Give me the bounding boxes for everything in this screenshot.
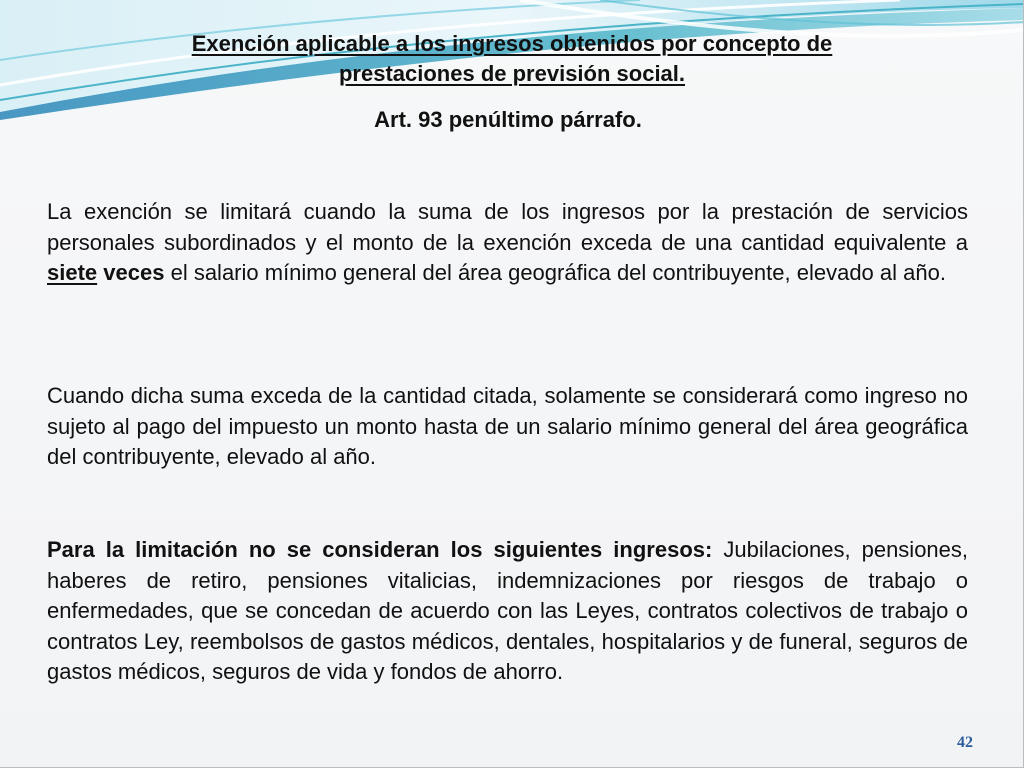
- paragraph-excess-rule: Cuando dicha suma exceda de la cantidad citada, solamente se considerará como ingreso no sujeto al pago del impuesto un monto hasta de un salario mínimo general del área geográfica del contribuyente, elevado al año.: [47, 383, 968, 469]
- paragraph3-body: Jubilaciones, pensiones, haberes de retiro, pensiones vitalicias, indemnizaciones por riesgos de trabajo o enfermedades, que se concedan de acuerdo con las Leyes, contratos colectivos de trabajo o contratos Ley, reembolsos de gastos médicos, dentales, hospitalarios y de funeral, seguros de gastos médicos, seguros de vida y fondos de ahorro.: [47, 537, 969, 684]
- paragraph-exemption-limit: [47, 197, 968, 289]
- paragraph3-lead: Para la limitación no se consideran los siguientes ingresos:: [47, 537, 713, 562]
- paragraph-excluded-income: [47, 535, 968, 688]
- emphasis-veces: veces: [103, 260, 165, 285]
- article-reference: Art. 93 penúltimo párrafo.: [374, 107, 642, 132]
- emphasis-siete: siete: [47, 260, 98, 285]
- paragraph1-text-before: La exención se limitará cuando la suma de los ingresos por la prestación de servicios personales subordinados y el monto de la exención exceda de una cantidad equivalente a: [47, 199, 968, 255]
- paragraph1-text-after: el salario mínimo general del área geográfica del contribuyente, elevado al año.: [164, 260, 946, 285]
- slide-title: [0, 29, 1024, 89]
- title-line-1: Exención aplicable a los ingresos obtenidos por concepto de: [191, 31, 833, 56]
- title-line-2: prestaciones de previsión social.: [338, 61, 686, 86]
- page-number: 42: [957, 734, 973, 751]
